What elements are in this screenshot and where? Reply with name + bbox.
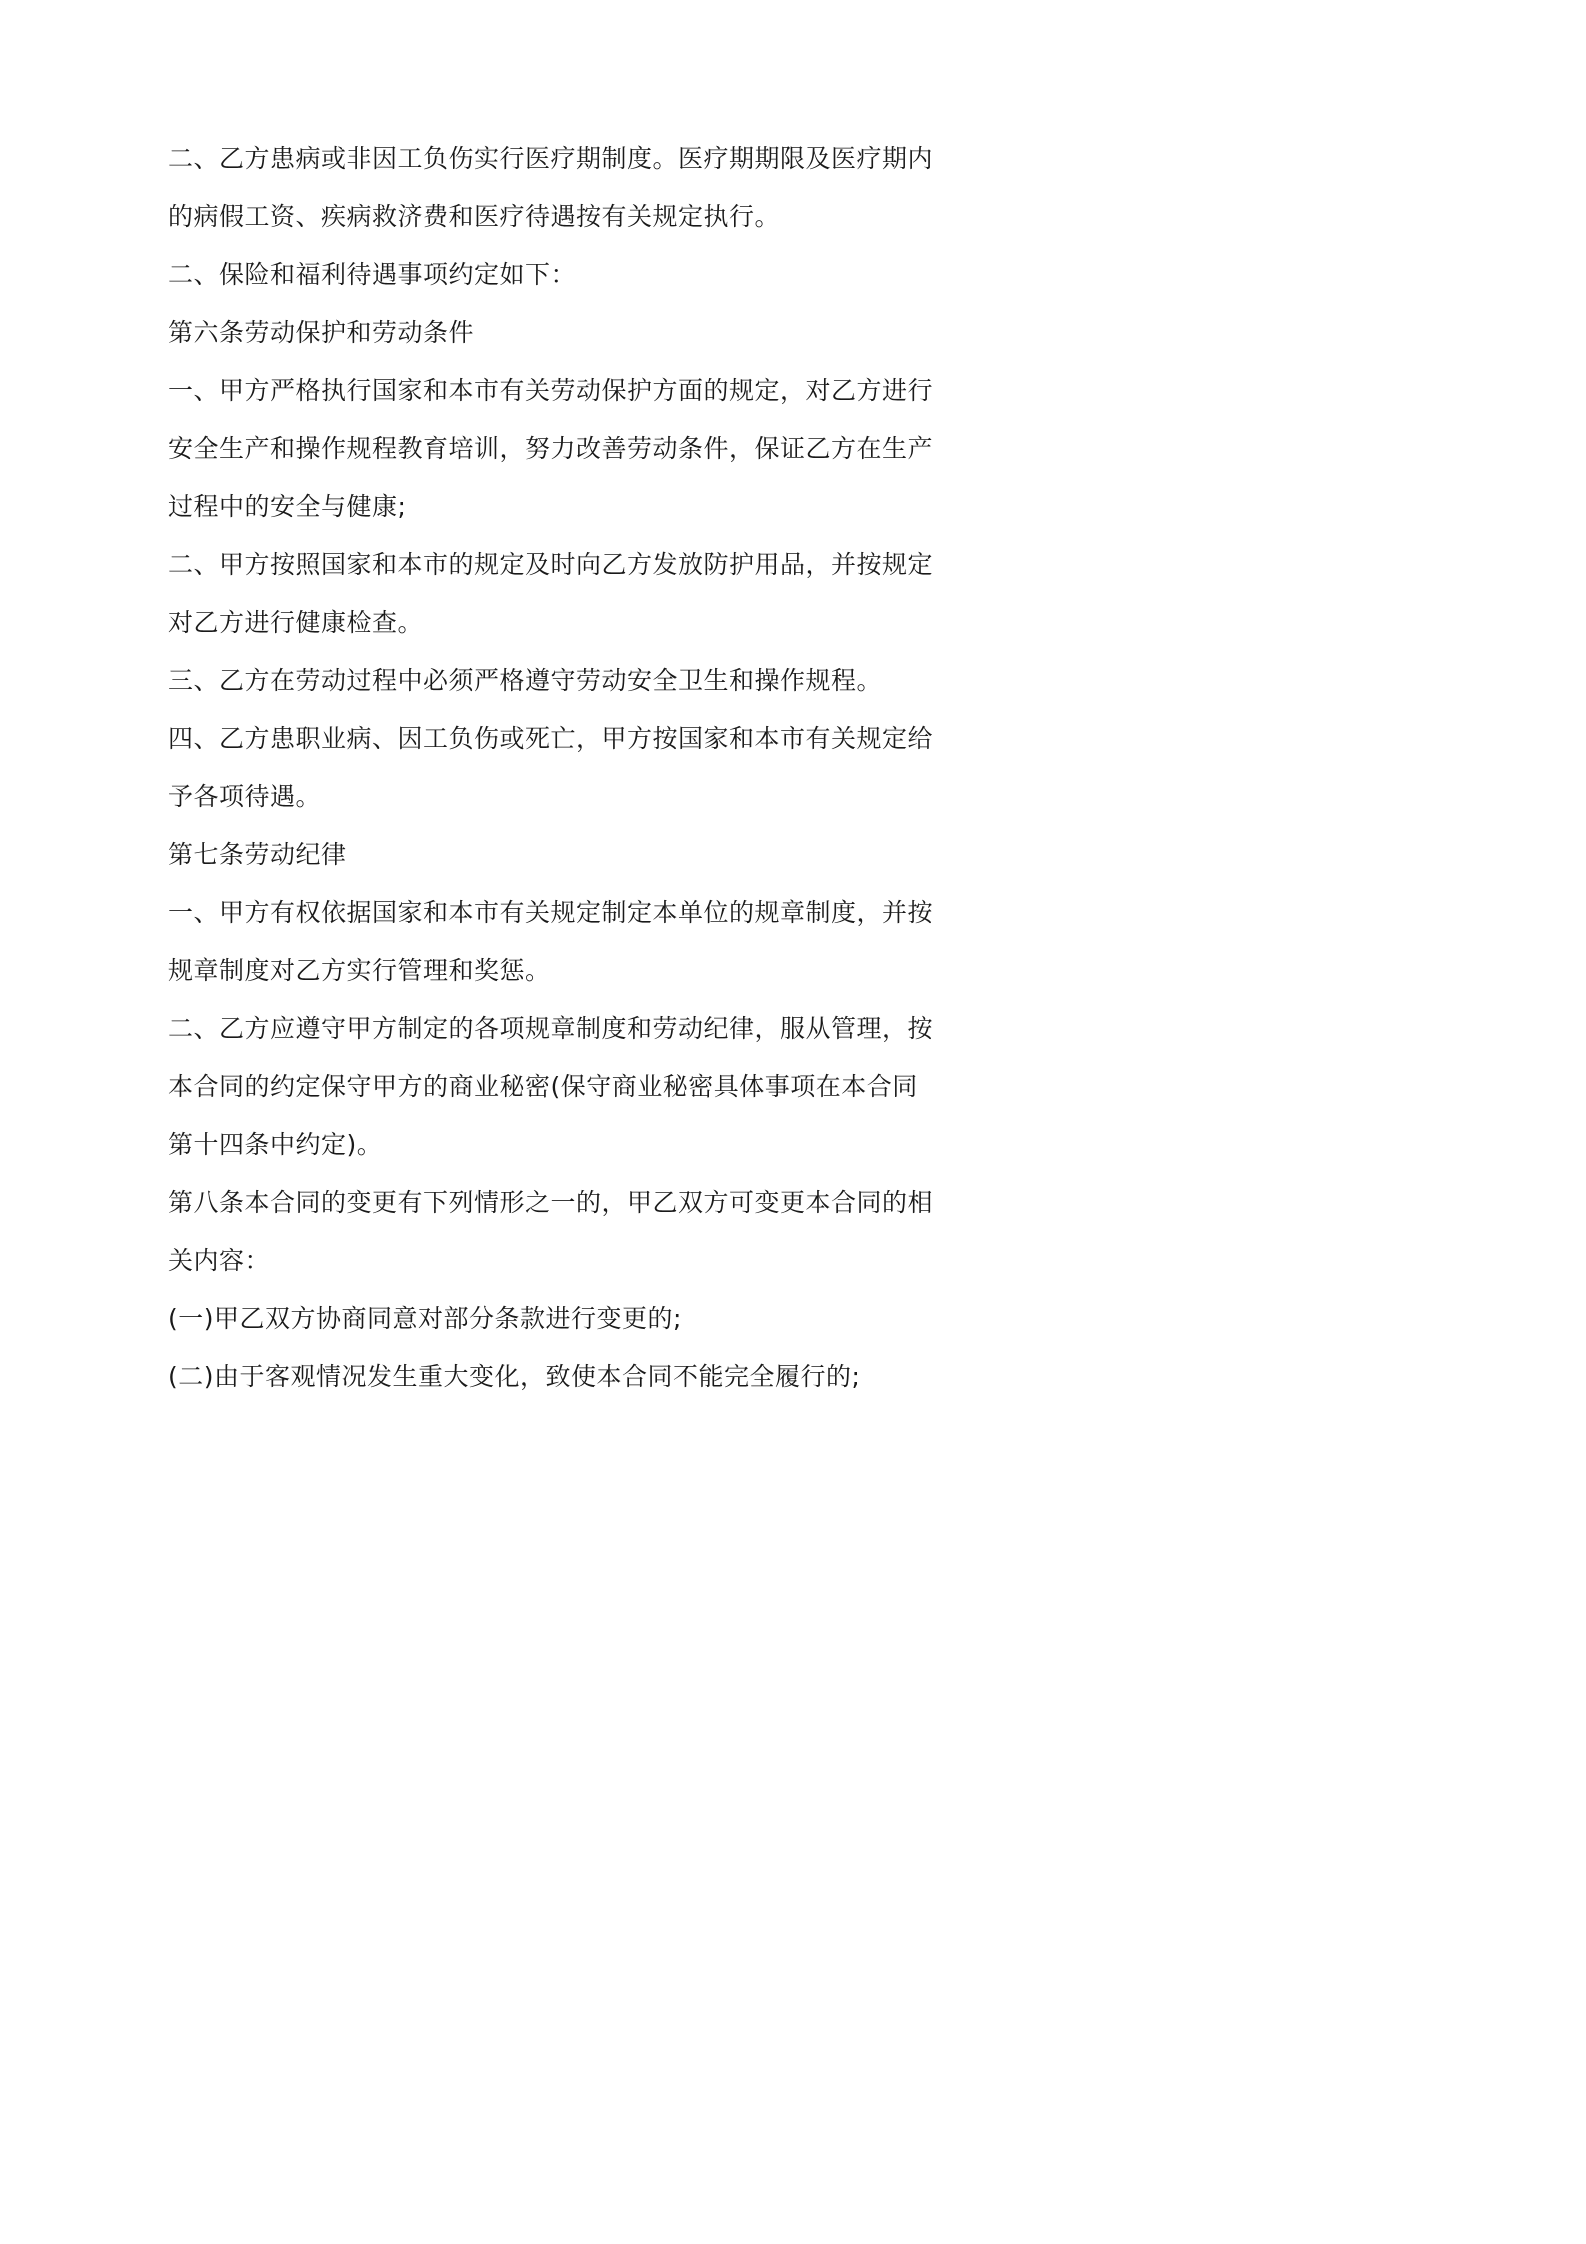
text-line: 一、甲方严格执行国家和本市有关劳动保护方面的规定，对乙方进行 [168, 376, 934, 405]
text-line: 本合同的约定保守甲方的商业秘密(保守商业秘密具体事项在本合同 [168, 1072, 918, 1101]
section-heading: 第七条劳动纪律 [168, 840, 347, 869]
text-line: 二、乙方患病或非因工负伤实行医疗期制度。医疗期期限及医疗期内 [168, 144, 934, 173]
section-heading: 第六条劳动保护和劳动条件 [168, 318, 475, 347]
text-line: 二、乙方应遵守甲方制定的各项规章制度和劳动纪律，服从管理，按 [168, 1014, 934, 1043]
section-heading: 第八条本合同的变更有下列情形之一的，甲乙双方可变更本合同的相 [168, 1188, 934, 1217]
text-line: 对乙方进行健康检查。 [168, 608, 424, 637]
text-line: 第十四条中约定)。 [168, 1130, 383, 1159]
text-line: 二、保险和福利待遇事项约定如下： [168, 260, 577, 289]
text-line: 规章制度对乙方实行管理和奖惩。 [168, 956, 551, 985]
text-line: 过程中的安全与健康; [168, 492, 407, 521]
list-item: (二)由于客观情况发生重大变化，致使本合同不能完全履行的; [168, 1362, 861, 1391]
text-line: 的病假工资、疾病救济费和医疗待遇按有关规定执行。 [168, 202, 781, 231]
text-line: 予各项待遇。 [168, 782, 322, 811]
text-line: 安全生产和操作规程教育培训，努力改善劳动条件，保证乙方在生产 [168, 434, 934, 463]
text-line: 四、乙方患职业病、因工负伤或死亡，甲方按国家和本市有关规定给 [168, 724, 934, 753]
text-line: 三、乙方在劳动过程中必须严格遵守劳动安全卫生和操作规程。 [168, 666, 883, 695]
text-line: 一、甲方有权依据国家和本市有关规定制定本单位的规章制度，并按 [168, 898, 934, 927]
document-page [0, 0, 1103, 1561]
text-line: 关内容： [168, 1246, 271, 1275]
text-line: 二、甲方按照国家和本市的规定及时向乙方发放防护用品，并按规定 [168, 550, 934, 579]
list-item: (一)甲乙双方协商同意对部分条款进行变更的; [168, 1304, 682, 1333]
